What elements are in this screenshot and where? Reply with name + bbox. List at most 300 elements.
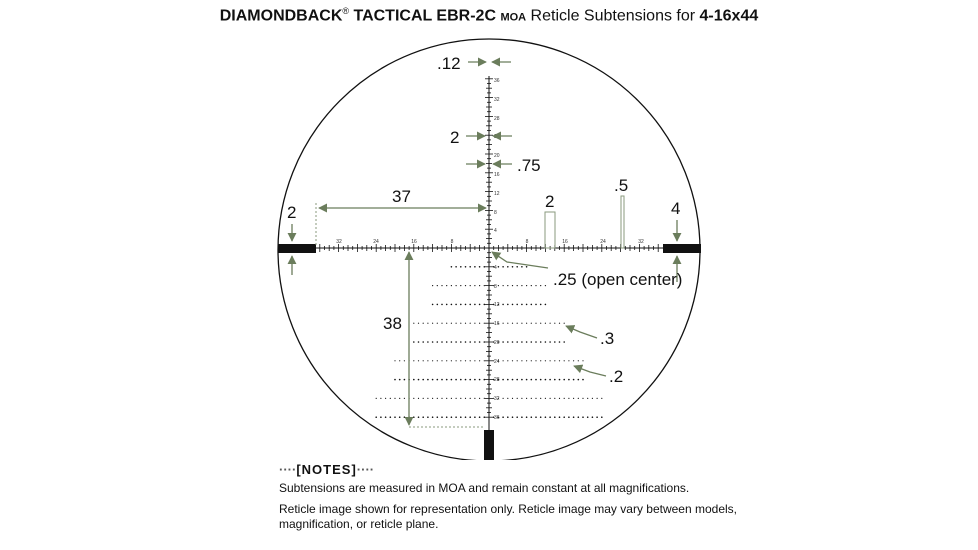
tick-label-down-4: 4 bbox=[494, 265, 497, 271]
holdover-dot bbox=[484, 323, 485, 324]
holdover-dot bbox=[549, 416, 551, 418]
holdover-dot bbox=[474, 360, 475, 361]
holdover-dot bbox=[469, 379, 471, 381]
holdover-dot bbox=[474, 285, 475, 286]
holdover-dot bbox=[502, 341, 504, 343]
tick-label-right-16: 16 bbox=[562, 239, 568, 245]
holdover-dot bbox=[484, 304, 486, 306]
label-line-width: .75 bbox=[517, 156, 541, 175]
holdover-dot bbox=[512, 266, 514, 268]
holdover-dot bbox=[540, 416, 542, 418]
holdover-dot bbox=[564, 398, 565, 399]
holdover-dot bbox=[474, 323, 475, 324]
holdover-dot bbox=[568, 360, 569, 361]
holdover-dot bbox=[484, 360, 485, 361]
holdover-dot bbox=[422, 379, 424, 381]
holdover-dot bbox=[399, 379, 401, 381]
holdover-dot bbox=[516, 304, 518, 306]
holdover-dot bbox=[521, 304, 523, 306]
tick-label-up-28: 28 bbox=[494, 116, 500, 122]
tick-label-up-24: 24 bbox=[494, 134, 500, 140]
holdover-dot bbox=[446, 341, 448, 343]
holdover-dot bbox=[521, 360, 522, 361]
notes-section bbox=[279, 462, 739, 538]
holdover-dot bbox=[521, 398, 522, 399]
holdover-dot bbox=[512, 398, 513, 399]
holdover-dot bbox=[568, 398, 569, 399]
holdover-dot bbox=[568, 416, 570, 418]
holdover-dot bbox=[596, 416, 598, 418]
holdover-dot bbox=[446, 379, 448, 381]
open-center-leader bbox=[492, 252, 548, 268]
holdover-dot bbox=[516, 379, 518, 381]
holdover-dot bbox=[413, 398, 414, 399]
holdover-dot bbox=[441, 398, 442, 399]
holdover-dot bbox=[432, 285, 433, 286]
holdover-dot bbox=[404, 416, 406, 418]
holdover-dot bbox=[507, 379, 509, 381]
holdover-dot bbox=[502, 416, 504, 418]
holdover-dot bbox=[465, 285, 466, 286]
holdover-dot bbox=[465, 379, 467, 381]
holdover-dot bbox=[498, 266, 500, 268]
holdover-dot bbox=[554, 416, 556, 418]
holdover-dot bbox=[535, 416, 537, 418]
holdover-dot bbox=[465, 266, 467, 268]
holdover-dot bbox=[418, 360, 419, 361]
holdover-dot bbox=[587, 398, 588, 399]
holdover-dot bbox=[545, 285, 546, 286]
bottom-post bbox=[484, 430, 494, 460]
holdover-dot bbox=[535, 323, 536, 324]
holdover-dot bbox=[592, 416, 594, 418]
holdover-dot bbox=[469, 341, 471, 343]
holdover-dot bbox=[460, 379, 462, 381]
holdover-dot bbox=[394, 398, 395, 399]
holdover-dot bbox=[535, 285, 536, 286]
holdover-dot bbox=[479, 285, 480, 286]
holdover-dot bbox=[564, 323, 565, 324]
title-unit: MOA bbox=[500, 11, 527, 24]
holdover-dot bbox=[503, 323, 504, 324]
holdover-dot bbox=[582, 416, 584, 418]
holdover-dot bbox=[568, 379, 570, 381]
holdover-dot bbox=[441, 360, 442, 361]
holdover-dot bbox=[512, 323, 513, 324]
holdover-dot bbox=[578, 398, 579, 399]
holdover-dot bbox=[484, 285, 485, 286]
holdover-dot bbox=[601, 416, 603, 418]
holdover-dot bbox=[385, 398, 386, 399]
holdover-dot bbox=[582, 398, 583, 399]
holdover-dot bbox=[526, 323, 527, 324]
holdover-dot bbox=[484, 341, 486, 343]
holdover-dot bbox=[474, 416, 476, 418]
tick-label-down-12: 12 bbox=[494, 302, 500, 308]
holdover-dot bbox=[479, 360, 480, 361]
holdover-dot bbox=[545, 379, 547, 381]
tick-label-left-32: 32 bbox=[336, 239, 342, 245]
holdover-dot bbox=[455, 266, 457, 268]
holdover-dot bbox=[540, 379, 542, 381]
holdover-dot bbox=[437, 416, 439, 418]
holdover-dot bbox=[540, 304, 542, 306]
holdover-dot bbox=[380, 398, 381, 399]
left-post bbox=[278, 244, 316, 253]
holdover-dot bbox=[451, 379, 453, 381]
tick-label-down-20: 20 bbox=[494, 340, 500, 346]
holdover-dot bbox=[470, 323, 471, 324]
holdover-dot bbox=[507, 323, 508, 324]
holdover-dot bbox=[465, 323, 466, 324]
holdover-dot bbox=[601, 398, 602, 399]
holdover-dot bbox=[592, 398, 593, 399]
holdover-dot bbox=[460, 416, 462, 418]
holdover-dot bbox=[399, 360, 400, 361]
label-narrow-hash: .5 bbox=[614, 176, 629, 195]
dot-large-leader bbox=[566, 326, 597, 338]
tick-label-up-4: 4 bbox=[494, 228, 497, 234]
holdover-dot bbox=[437, 379, 439, 381]
holdover-dot bbox=[582, 360, 583, 361]
holdover-dot bbox=[554, 379, 556, 381]
holdover-dot bbox=[456, 398, 457, 399]
notes-dots-left: ···· bbox=[279, 462, 297, 477]
holdover-dot bbox=[507, 360, 508, 361]
holdover-dot bbox=[460, 398, 461, 399]
notes-header-text: [NOTES] bbox=[296, 462, 357, 477]
holdover-dot bbox=[545, 360, 546, 361]
holdover-dot bbox=[582, 379, 584, 381]
label-hash-height: 2 bbox=[450, 128, 460, 147]
holdover-dot bbox=[531, 416, 533, 418]
holdover-dot bbox=[573, 360, 574, 361]
holdover-dot bbox=[451, 360, 452, 361]
holdover-dot bbox=[535, 341, 537, 343]
holdover-dot bbox=[376, 398, 377, 399]
right-post bbox=[663, 244, 701, 253]
holdover-dot bbox=[531, 379, 533, 381]
title-config: 4-16x44 bbox=[699, 7, 759, 25]
holdover-dot bbox=[441, 304, 443, 306]
holdover-dot bbox=[531, 341, 533, 343]
holdover-dot bbox=[432, 304, 434, 306]
holdover-dot bbox=[446, 416, 448, 418]
holdover-dot bbox=[503, 360, 504, 361]
holdover-dot bbox=[427, 398, 428, 399]
holdover-dot bbox=[503, 285, 504, 286]
holdover-dot bbox=[451, 398, 452, 399]
holdover-dot bbox=[446, 323, 447, 324]
holdover-dot bbox=[479, 379, 481, 381]
holdover-dot bbox=[545, 416, 547, 418]
label-dot-small: .2 bbox=[609, 367, 624, 386]
holdover-dot bbox=[437, 398, 438, 399]
holdover-dot bbox=[554, 398, 555, 399]
holdover-dot bbox=[512, 285, 513, 286]
holdover-dot bbox=[451, 416, 453, 418]
notes-line-1: Subtensions are measured in MOA and remain constant at all magnifications. bbox=[279, 481, 690, 495]
holdover-dot bbox=[423, 323, 424, 324]
holdover-dot bbox=[550, 360, 551, 361]
holdover-dot bbox=[545, 304, 547, 306]
tick-label-down-8: 8 bbox=[494, 284, 497, 290]
holdover-dot bbox=[503, 398, 504, 399]
holdover-dot bbox=[427, 379, 429, 381]
label-wide-hash: 2 bbox=[545, 192, 555, 211]
holdover-dot bbox=[535, 398, 536, 399]
holdover-dot bbox=[587, 416, 589, 418]
holdover-dot bbox=[418, 416, 420, 418]
tick-label-right-8: 8 bbox=[525, 239, 529, 245]
holdover-dot bbox=[531, 323, 532, 324]
holdover-dot bbox=[460, 285, 461, 286]
holdover-dot bbox=[394, 360, 395, 361]
holdover-dot bbox=[502, 304, 504, 306]
holdover-dot bbox=[451, 341, 453, 343]
holdover-dot bbox=[479, 304, 481, 306]
holdover-dot bbox=[531, 360, 532, 361]
holdover-dot bbox=[413, 360, 414, 361]
tick-label-up-8: 8 bbox=[494, 210, 497, 216]
holdover-dot bbox=[526, 266, 528, 268]
title-subtitle: Reticle Subtensions for bbox=[526, 7, 700, 25]
holdover-dot bbox=[390, 416, 392, 418]
holdover-dot bbox=[413, 341, 415, 343]
holdover-dot bbox=[465, 398, 466, 399]
tick-label-up-36: 36 bbox=[494, 78, 500, 84]
holdover-dot bbox=[460, 360, 461, 361]
holdover-dot bbox=[455, 379, 457, 381]
holdover-dot bbox=[446, 304, 448, 306]
holdover-dot bbox=[545, 398, 546, 399]
tick-label-left-16: 16 bbox=[411, 239, 417, 245]
holdover-dot bbox=[441, 285, 442, 286]
holdover-dot bbox=[540, 341, 542, 343]
holdover-dot bbox=[545, 323, 546, 324]
holdover-dot bbox=[427, 416, 429, 418]
holdover-dot bbox=[540, 285, 541, 286]
holdover-dot bbox=[521, 323, 522, 324]
holdover-dot bbox=[521, 341, 523, 343]
holdover-dot bbox=[535, 379, 537, 381]
holdover-dot bbox=[521, 379, 523, 381]
title-brand: DIAMONDBACK bbox=[219, 7, 343, 25]
holdover-dot bbox=[512, 304, 514, 306]
holdover-dot bbox=[498, 285, 499, 286]
holdover-dot bbox=[484, 379, 486, 381]
label-left-post: 2 bbox=[287, 203, 297, 222]
tick-label-left-8: 8 bbox=[450, 239, 454, 245]
holdover-dot bbox=[521, 416, 523, 418]
holdover-dot bbox=[531, 398, 532, 399]
holdover-dot bbox=[573, 416, 575, 418]
holdover-dot bbox=[455, 416, 457, 418]
holdover-dot bbox=[507, 398, 508, 399]
holdover-dot bbox=[517, 360, 518, 361]
holdover-dot bbox=[451, 304, 453, 306]
holdover-dot bbox=[427, 341, 429, 343]
holdover-dot bbox=[423, 398, 424, 399]
holdover-dot bbox=[573, 398, 574, 399]
holdover-dot bbox=[437, 341, 439, 343]
holdover-dot bbox=[404, 379, 406, 381]
holdover-dot bbox=[531, 285, 532, 286]
holdover-dot bbox=[441, 323, 442, 324]
holdover-dot bbox=[456, 360, 457, 361]
holdover-dot bbox=[437, 285, 438, 286]
holdover-dot bbox=[502, 379, 504, 381]
holdover-dot bbox=[512, 360, 513, 361]
holdover-dot bbox=[484, 398, 485, 399]
holdover-dot bbox=[418, 341, 420, 343]
holdover-dot bbox=[549, 379, 551, 381]
holdover-dot bbox=[446, 285, 447, 286]
holdover-dot bbox=[526, 416, 528, 418]
holdover-dot bbox=[540, 398, 541, 399]
holdover-dot bbox=[526, 341, 528, 343]
holdover-dot bbox=[451, 323, 452, 324]
holdover-dot bbox=[521, 266, 523, 268]
holdover-dot bbox=[564, 360, 565, 361]
holdover-dot bbox=[479, 398, 480, 399]
holdover-dot bbox=[507, 304, 509, 306]
holdover-dot bbox=[460, 341, 462, 343]
holdover-dot bbox=[394, 379, 396, 381]
holdover-dot bbox=[526, 360, 527, 361]
holdover-dot bbox=[535, 304, 537, 306]
tick-label-right-32: 32 bbox=[638, 239, 644, 245]
holdover-dot bbox=[554, 323, 555, 324]
holdover-dot bbox=[446, 360, 447, 361]
holdover-dot bbox=[437, 360, 438, 361]
holdover-dot bbox=[484, 266, 486, 268]
holdover-dot bbox=[432, 341, 434, 343]
holdover-dot bbox=[540, 323, 541, 324]
holdover-dot bbox=[573, 379, 575, 381]
notes-header bbox=[279, 462, 739, 477]
holdover-dot bbox=[517, 398, 518, 399]
holdover-dot bbox=[559, 398, 560, 399]
holdover-dot bbox=[413, 416, 415, 418]
holdover-dot bbox=[559, 416, 561, 418]
holdover-dot bbox=[404, 360, 405, 361]
title-registered-mark: ® bbox=[342, 6, 350, 16]
label-dot-large: .3 bbox=[600, 329, 615, 348]
tick-label-right-24: 24 bbox=[600, 239, 606, 245]
holdover-dot bbox=[469, 416, 471, 418]
narrow-hash-outline bbox=[621, 196, 624, 248]
holdover-dot bbox=[455, 341, 457, 343]
holdover-dot bbox=[578, 379, 580, 381]
holdover-dot bbox=[535, 360, 536, 361]
holdover-dot bbox=[385, 416, 387, 418]
holdover-dot bbox=[484, 416, 486, 418]
holdover-dot bbox=[456, 323, 457, 324]
holdover-dot bbox=[516, 341, 518, 343]
tick-label-down-28: 28 bbox=[494, 377, 500, 383]
holdover-dot bbox=[465, 360, 466, 361]
holdover-dot bbox=[399, 398, 400, 399]
holdover-dot bbox=[526, 285, 527, 286]
holdover-dot bbox=[470, 285, 471, 286]
holdover-dot bbox=[516, 266, 518, 268]
holdover-dot bbox=[559, 341, 561, 343]
holdover-dot bbox=[474, 266, 476, 268]
holdover-dot bbox=[470, 360, 471, 361]
holdover-dot bbox=[432, 379, 434, 381]
holdover-dot bbox=[526, 304, 528, 306]
holdover-dot bbox=[446, 398, 447, 399]
dot-small-leader bbox=[574, 366, 606, 376]
holdover-dot bbox=[422, 341, 424, 343]
holdover-dot bbox=[441, 379, 443, 381]
holdover-dot bbox=[474, 379, 476, 381]
holdover-dot bbox=[507, 341, 509, 343]
holdover-dot bbox=[554, 341, 556, 343]
holdover-dot bbox=[413, 323, 414, 324]
holdover-dot bbox=[521, 285, 522, 286]
holdover-dot bbox=[578, 416, 580, 418]
holdover-dot bbox=[559, 360, 560, 361]
holdover-dot bbox=[404, 398, 405, 399]
holdover-dot bbox=[545, 341, 547, 343]
holdover-dot bbox=[512, 341, 514, 343]
holdover-dot bbox=[559, 379, 561, 381]
tick-label-down-24: 24 bbox=[494, 359, 500, 365]
holdover-dot bbox=[526, 379, 528, 381]
holdover-dot bbox=[517, 323, 518, 324]
holdover-dot bbox=[465, 304, 467, 306]
holdover-dot bbox=[413, 379, 415, 381]
holdover-dot bbox=[479, 341, 481, 343]
holdover-dot bbox=[441, 416, 443, 418]
holdover-dot bbox=[465, 341, 467, 343]
holdover-dot bbox=[563, 379, 565, 381]
holdover-dot bbox=[432, 323, 433, 324]
holdover-dot bbox=[563, 416, 565, 418]
holdover-dot bbox=[507, 266, 509, 268]
holdover-dot bbox=[470, 398, 471, 399]
holdover-dot bbox=[474, 341, 476, 343]
notes-dots-right: ···· bbox=[356, 462, 375, 477]
holdover-dot bbox=[460, 323, 461, 324]
holdover-dot bbox=[550, 323, 551, 324]
holdover-dot bbox=[469, 266, 471, 268]
holdover-dot bbox=[460, 304, 462, 306]
wide-hash-outline bbox=[545, 212, 555, 248]
holdover-dot bbox=[469, 304, 471, 306]
holdover-dot bbox=[540, 360, 541, 361]
holdover-dot bbox=[517, 285, 518, 286]
holdover-dot bbox=[559, 323, 560, 324]
tick-label-up-12: 12 bbox=[494, 191, 500, 197]
holdover-dot bbox=[432, 360, 433, 361]
tick-label-up-16: 16 bbox=[494, 172, 500, 178]
holdover-dot bbox=[554, 360, 555, 361]
tick-label-left-24: 24 bbox=[373, 239, 379, 245]
label-open-span: 37 bbox=[392, 187, 411, 206]
holdover-dot bbox=[479, 323, 480, 324]
holdover-dot bbox=[512, 416, 514, 418]
notes-line-2: Reticle image shown for representation only. Reticle image may vary between models, magnification, or reticle plane. bbox=[279, 502, 737, 531]
holdover-dot bbox=[465, 416, 467, 418]
holdover-dot bbox=[390, 398, 391, 399]
holdover-dot bbox=[437, 323, 438, 324]
holdover-dot bbox=[427, 360, 428, 361]
holdover-dot bbox=[531, 304, 533, 306]
holdover-dot bbox=[549, 341, 551, 343]
